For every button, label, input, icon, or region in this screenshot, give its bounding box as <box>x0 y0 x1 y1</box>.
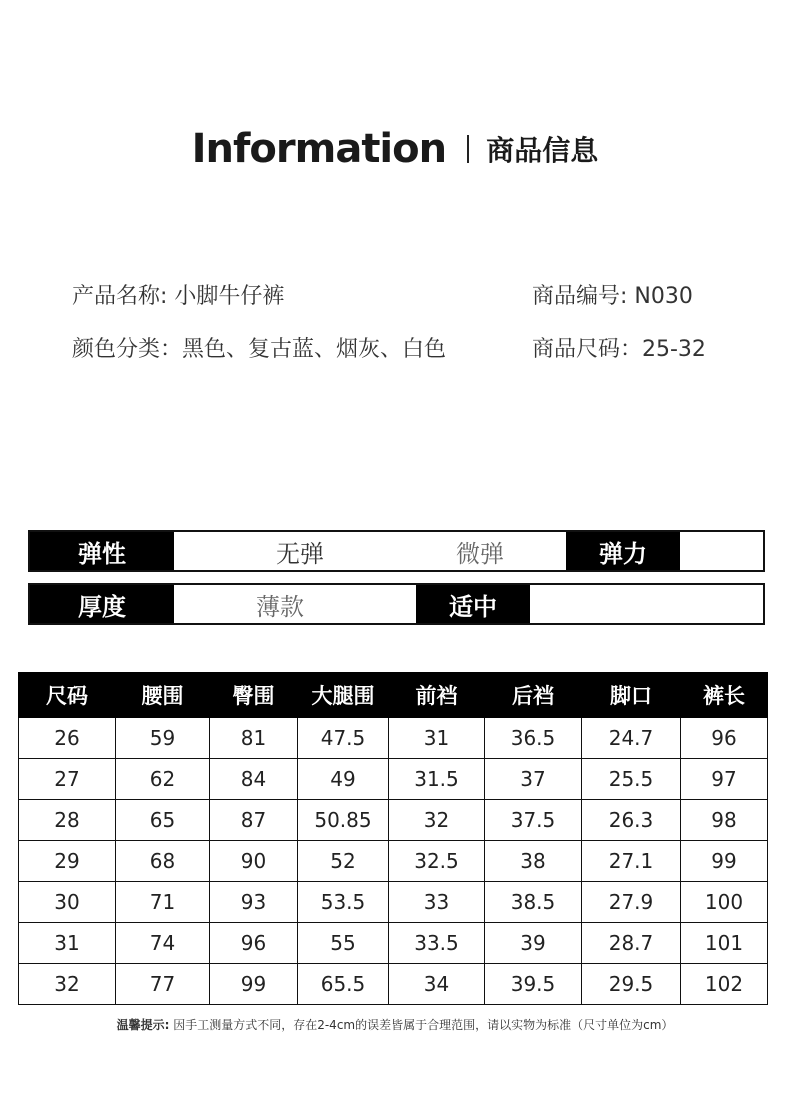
cell-thigh: 49 <box>298 759 389 800</box>
title-english: Information <box>191 126 447 172</box>
cell-thigh: 65.5 <box>298 964 389 1005</box>
cell-waist: 77 <box>116 964 210 1005</box>
cell-length: 98 <box>681 800 768 841</box>
table-row <box>19 759 768 800</box>
cell-size: 32 <box>19 964 116 1005</box>
cell-hip: 81 <box>210 718 298 759</box>
cell-waist: 65 <box>116 800 210 841</box>
cell-leg-opening: 26.3 <box>582 800 681 841</box>
cell-front-rise: 31.5 <box>389 759 485 800</box>
cell-hip: 84 <box>210 759 298 800</box>
cell-front-rise: 34 <box>389 964 485 1005</box>
table-row <box>19 800 768 841</box>
header-leg-opening: 脚口 <box>582 673 681 718</box>
cell-length: 99 <box>681 841 768 882</box>
thickness-option-medium-selected: 适中 <box>416 585 530 623</box>
elasticity-bar <box>28 530 765 572</box>
cell-leg-opening: 25.5 <box>582 759 681 800</box>
cell-front-rise: 33.5 <box>389 923 485 964</box>
cell-back-rise: 37.5 <box>485 800 582 841</box>
table-row <box>19 964 768 1005</box>
cell-leg-opening: 28.7 <box>582 923 681 964</box>
header-thigh: 大腿围 <box>298 673 389 718</box>
cell-waist: 62 <box>116 759 210 800</box>
cell-size: 28 <box>19 800 116 841</box>
cell-thigh: 55 <box>298 923 389 964</box>
table-header-row <box>19 673 768 718</box>
product-name: 产品名称: 小脚牛仔裤 <box>72 284 285 309</box>
cell-length: 101 <box>681 923 768 964</box>
product-code: 商品编号: N030 <box>532 284 693 309</box>
cell-leg-opening: 29.5 <box>582 964 681 1005</box>
cell-back-rise: 38 <box>485 841 582 882</box>
cell-hip: 90 <box>210 841 298 882</box>
cell-leg-opening: 24.7 <box>582 718 681 759</box>
cell-length: 97 <box>681 759 768 800</box>
thickness-bar <box>28 583 765 625</box>
header-length: 裤长 <box>681 673 768 718</box>
header-front-rise: 前裆 <box>389 673 485 718</box>
cell-size: 30 <box>19 882 116 923</box>
cell-size: 27 <box>19 759 116 800</box>
elasticity-option-stretch-selected: 弹力 <box>566 532 680 570</box>
cell-thigh: 50.85 <box>298 800 389 841</box>
cell-thigh: 52 <box>298 841 389 882</box>
cell-waist: 74 <box>116 923 210 964</box>
header-waist: 腰围 <box>116 673 210 718</box>
cell-back-rise: 39.5 <box>485 964 582 1005</box>
elasticity-option-slight: 微弹 <box>456 539 504 568</box>
page-title <box>0 126 790 182</box>
cell-back-rise: 38.5 <box>485 882 582 923</box>
cell-thigh: 47.5 <box>298 718 389 759</box>
cell-waist: 59 <box>116 718 210 759</box>
elasticity-label: 弹性 <box>30 532 174 570</box>
cell-hip: 99 <box>210 964 298 1005</box>
cell-leg-opening: 27.9 <box>582 882 681 923</box>
product-sizes: 商品尺码：25-32 <box>532 337 706 362</box>
cell-size: 26 <box>19 718 116 759</box>
cell-thigh: 53.5 <box>298 882 389 923</box>
cell-back-rise: 39 <box>485 923 582 964</box>
header-back-rise: 后裆 <box>485 673 582 718</box>
table-row <box>19 841 768 882</box>
cell-back-rise: 37 <box>485 759 582 800</box>
cell-leg-opening: 27.1 <box>582 841 681 882</box>
table-row <box>19 718 768 759</box>
cell-hip: 87 <box>210 800 298 841</box>
elasticity-option-none: 无弹 <box>276 539 324 568</box>
cell-hip: 96 <box>210 923 298 964</box>
cell-front-rise: 32 <box>389 800 485 841</box>
size-chart-table <box>18 672 768 1005</box>
cell-waist: 68 <box>116 841 210 882</box>
cell-length: 100 <box>681 882 768 923</box>
cell-back-rise: 36.5 <box>485 718 582 759</box>
table-row <box>19 882 768 923</box>
thickness-option-thin: 薄款 <box>256 592 304 621</box>
cell-front-rise: 33 <box>389 882 485 923</box>
header-hip: 臀围 <box>210 673 298 718</box>
thickness-label: 厚度 <box>30 585 174 623</box>
cell-length: 96 <box>681 718 768 759</box>
header-size: 尺码 <box>19 673 116 718</box>
title-divider <box>467 135 469 163</box>
footnote-text: 因手工测量方式不同，存在2-4cm的误差皆属于合理范围，请以实物为标准（尺寸单位为cm） <box>173 1018 674 1032</box>
cell-length: 102 <box>681 964 768 1005</box>
cell-size: 29 <box>19 841 116 882</box>
footnote-label: 温馨提示: <box>116 1018 170 1032</box>
cell-front-rise: 32.5 <box>389 841 485 882</box>
cell-hip: 93 <box>210 882 298 923</box>
table-row <box>19 923 768 964</box>
cell-front-rise: 31 <box>389 718 485 759</box>
cell-waist: 71 <box>116 882 210 923</box>
product-colors: 颜色分类：黑色、复古蓝、烟灰、白色 <box>72 337 447 362</box>
cell-size: 31 <box>19 923 116 964</box>
footnote <box>0 1016 790 1033</box>
title-chinese: 商品信息 <box>486 134 599 167</box>
